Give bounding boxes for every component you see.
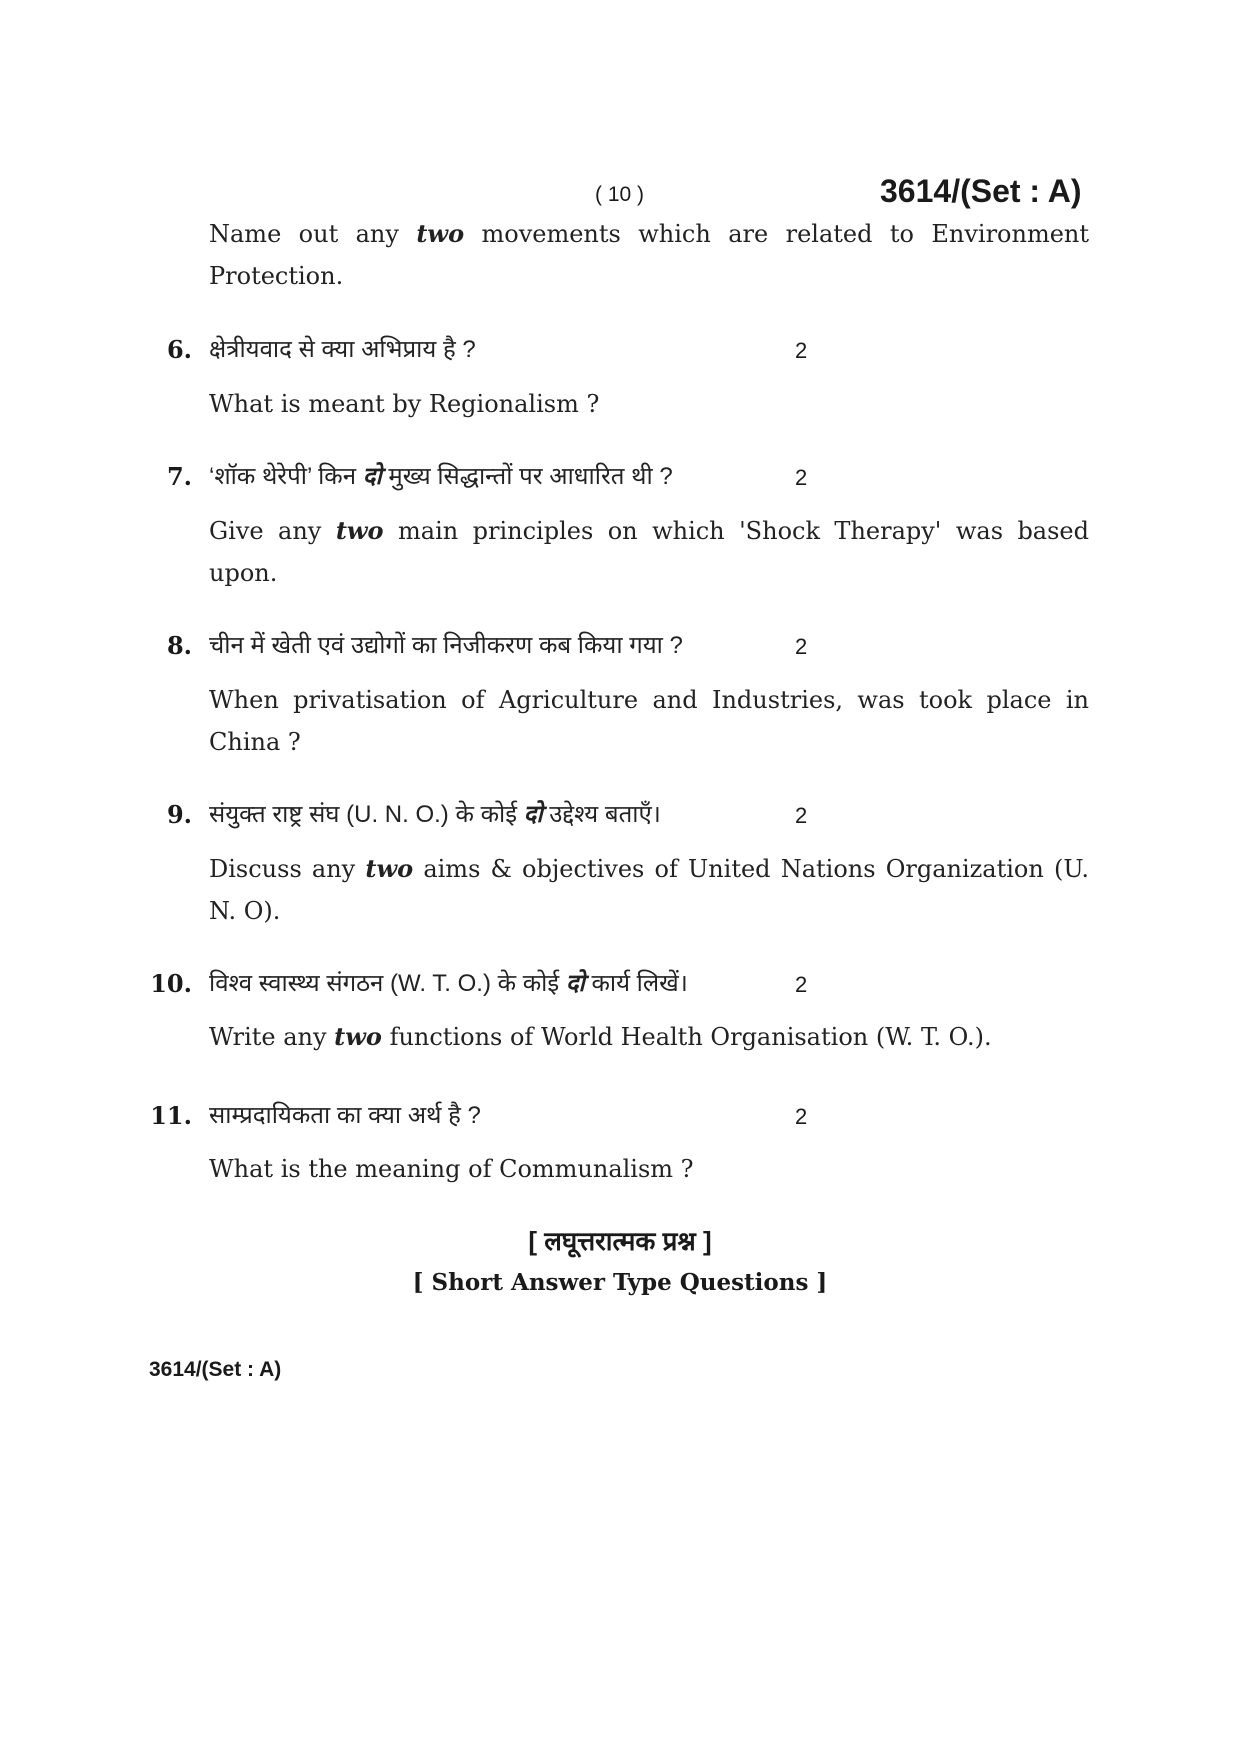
question-number-11: 11. (150, 1101, 192, 1130)
set-code-footer: 3614/(Set : A) (149, 1358, 282, 1381)
question-8-marks: 2 (795, 634, 808, 659)
question-10-english: Write any two functions of World Health Organisation (W. T. O.). (209, 1022, 992, 1051)
question-7-hindi: ‘शॉक थेरेपी’ किन दो मुख्य सिद्धान्तों पर आधारित थी ? (209, 463, 673, 490)
question-11-english: What is the meaning of Communalism ? (209, 1155, 694, 1183)
question-10-hindi: विश्व स्वास्थ्य संगठन (W. T. O.) के कोई दो कार्य लिखें। (209, 970, 688, 997)
question-7-marks: 2 (795, 465, 808, 490)
page-number: ( 10 ) (595, 183, 645, 206)
question-6-marks: 2 (795, 338, 808, 363)
question-number-6: 6. (166, 335, 192, 364)
question-9-english: Discuss any two aims & objectives of United Nations Organization (U. N. O). (209, 854, 1089, 925)
question-number-10: 10. (150, 969, 192, 998)
question-9-hindi: संयुक्त राष्ट्र संघ (U. N. O.) के कोई दो उद्देश्य बताएँ। (209, 801, 661, 828)
question-10-marks: 2 (795, 972, 808, 997)
question-number-7: 7. (166, 462, 192, 491)
question-11-hindi: साम्प्रदायिकता का क्या अर्थ है ? (209, 1102, 481, 1129)
section-heading-hindi: [ लघूत्तरात्मक प्रश्न ] (528, 1226, 712, 1256)
question-8-hindi: चीन में खेती एवं उद्योगों का निजीकरण कब किया गया ? (209, 632, 683, 659)
question-9-marks: 2 (795, 803, 808, 828)
continuation-english: Name out any two movements which are related to Environment Protection. (209, 219, 1090, 290)
question-number-8: 8. (166, 631, 192, 660)
question-7-english: Give any two main principles on which 'Shock Therapy' was based upon. (209, 516, 1089, 587)
section-heading-english: [ Short Answer Type Questions ] (412, 1269, 828, 1296)
question-8-english: When privatisation of Agriculture and Industries, was took place in China ? (209, 686, 1089, 756)
question-number-9: 9. (166, 800, 192, 829)
set-code-header: 3614/(Set : A) (880, 173, 1082, 209)
question-6-english: What is meant by Regionalism ? (209, 390, 600, 418)
question-6-hindi: क्षेत्रीयवाद से क्या अभिप्राय है ? (209, 336, 476, 363)
question-11-marks: 2 (795, 1104, 808, 1129)
